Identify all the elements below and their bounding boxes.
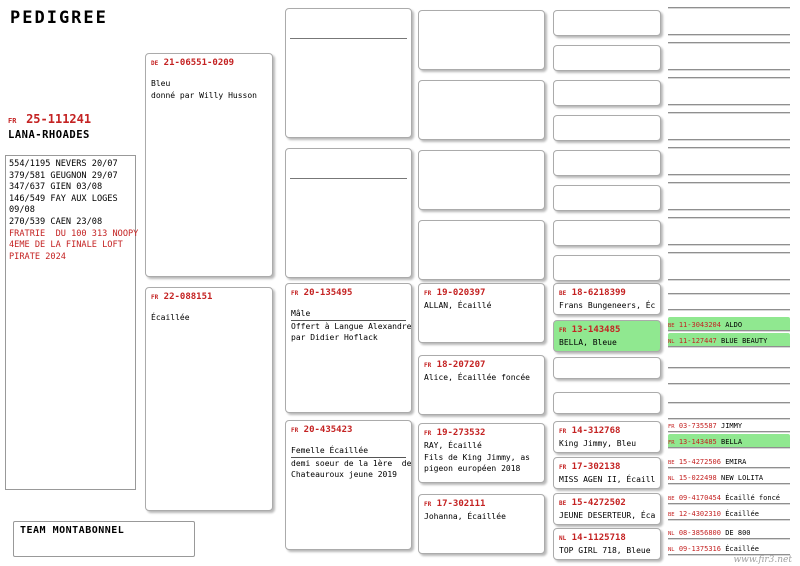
gen5-box-15 bbox=[553, 528, 661, 560]
gen5-box-7 bbox=[553, 255, 661, 281]
gen6-entry-13-sire bbox=[668, 454, 790, 468]
gen6-entry-0-sire bbox=[668, 0, 790, 8]
comment-line: pigeon européen 2018 bbox=[424, 464, 521, 473]
bird-name: DE 800 bbox=[725, 529, 751, 537]
race-results-box bbox=[5, 155, 139, 490]
gen3-box-1 bbox=[285, 148, 412, 278]
gen5-box-11 bbox=[553, 392, 661, 414]
comment-line: Offert à Langue Alexandre bbox=[291, 322, 412, 331]
gen6-entry-12-sire bbox=[668, 418, 790, 432]
name-underline bbox=[290, 38, 407, 39]
gen3-box-2 bbox=[285, 283, 412, 413]
gen6-entry-8-sire bbox=[668, 280, 790, 294]
ring-line bbox=[291, 287, 406, 300]
bird-name: ALDO bbox=[725, 321, 743, 329]
ring-number: 03-735587 bbox=[678, 422, 717, 430]
gen5-box-1 bbox=[553, 45, 661, 71]
country-code: NL bbox=[668, 531, 675, 537]
bird-name: Écaillée bbox=[725, 545, 759, 553]
country-code: FR bbox=[291, 290, 299, 297]
gen4-box-6 bbox=[418, 423, 545, 483]
ring-line bbox=[424, 359, 539, 372]
gen5-box-3 bbox=[553, 115, 661, 141]
bird-name: Alice, Écaillée foncée bbox=[424, 373, 530, 382]
country-code: BE bbox=[559, 500, 567, 507]
ring-line bbox=[151, 291, 267, 304]
ring-number: 13-143485 bbox=[571, 325, 621, 335]
country-code: NL bbox=[668, 339, 675, 345]
ring-number: 14-1125718 bbox=[571, 533, 626, 543]
ring-line bbox=[559, 532, 655, 545]
ring-number: 19-273532 bbox=[436, 428, 486, 438]
gen5-box-13 bbox=[553, 457, 661, 489]
bird-name: Écaillée bbox=[151, 313, 190, 322]
bird-name: Écaillé foncé bbox=[725, 494, 781, 502]
country-code: FR bbox=[291, 427, 299, 434]
subject-country-code: FR bbox=[8, 117, 17, 125]
ring-line bbox=[291, 424, 406, 437]
team-label: TEAM MONTABONNEL bbox=[20, 525, 125, 536]
ring-number: 09-4170454 bbox=[678, 494, 721, 502]
team-box bbox=[13, 521, 195, 557]
ring-number: 15-4272506 bbox=[678, 458, 721, 466]
gen5-box-6 bbox=[553, 220, 661, 246]
bird-name: BLUE BEAUTY bbox=[721, 337, 768, 345]
result-line: 270/539 CAEN 23/08 bbox=[9, 216, 103, 227]
ring-number: 15-022498 bbox=[678, 474, 717, 482]
result-line: 347/637 GIEN 03/08 bbox=[9, 182, 103, 193]
bird-name: RAY, Écaillé bbox=[424, 441, 482, 450]
gen6-entry-8-dam bbox=[668, 296, 790, 310]
name-underline bbox=[290, 178, 407, 179]
gen5-box-10 bbox=[553, 357, 661, 379]
gen6-entry-1-sire bbox=[668, 29, 790, 43]
ring-number: 13-143485 bbox=[678, 438, 717, 446]
bird-name: BELLA, Bleue bbox=[559, 338, 617, 347]
page-title: PEDIGREE bbox=[10, 8, 108, 28]
gen4-box-4 bbox=[418, 283, 545, 343]
ring-number: 17-302138 bbox=[571, 462, 621, 472]
bird-name: MISS AGEN II, Écaill bbox=[559, 475, 656, 484]
result-line-highlight: FRATRIE DU 100 313 NOOPY bbox=[9, 228, 139, 239]
country-code: FR bbox=[424, 290, 432, 297]
result-line: 146/549 FAY AUX LOGES bbox=[9, 193, 118, 204]
ring-number: 19-020397 bbox=[436, 288, 486, 298]
country-code: NL bbox=[559, 535, 567, 542]
gen5-box-5 bbox=[553, 185, 661, 211]
bird-name: Johanna, Écaillée bbox=[424, 512, 506, 521]
country-code: FR bbox=[424, 430, 432, 437]
gen6-entry-15-dam bbox=[668, 541, 790, 555]
comment-line: donné par Willy Husson bbox=[151, 91, 257, 100]
country-code: DE bbox=[151, 60, 159, 67]
country-code: BE bbox=[668, 512, 675, 518]
result-line: 554/1195 NEVERS 20/07 bbox=[9, 159, 118, 169]
country-code: BE bbox=[668, 323, 675, 329]
gen6-entry-6-sire bbox=[668, 204, 790, 218]
bird-comments bbox=[291, 458, 412, 480]
ring-line bbox=[424, 498, 539, 511]
ring-number: 22-088151 bbox=[163, 292, 213, 302]
bird-name: NEW LOLITA bbox=[721, 474, 764, 482]
bird-name: TOP GIRL 718, Bleue bbox=[559, 546, 651, 555]
gen4-box-5 bbox=[418, 355, 545, 415]
gen6-entry-4-sire bbox=[668, 134, 790, 148]
comment-line: demi soeur de la 1ère de bbox=[291, 459, 412, 468]
gen6-entry-15-sire bbox=[668, 525, 790, 539]
gen6-entry-14-sire bbox=[668, 490, 790, 504]
ring-line bbox=[559, 287, 655, 300]
ring-line bbox=[559, 461, 655, 474]
country-code: BE bbox=[668, 496, 675, 502]
gen6-entry-10-sire bbox=[668, 354, 790, 368]
subject-name: LANA-RHOADES bbox=[8, 129, 90, 141]
country-code: NL bbox=[668, 476, 675, 482]
ring-number: 17-302111 bbox=[436, 499, 486, 509]
ring-number: 09-1375316 bbox=[678, 545, 721, 553]
ring-number: 21-06551-0209 bbox=[163, 58, 235, 68]
bird-name: Écaillée bbox=[725, 510, 759, 518]
gen6-entry-9-sire bbox=[668, 317, 790, 331]
gen5-box-14 bbox=[553, 493, 661, 525]
ring-number: 12-4302310 bbox=[678, 510, 721, 518]
gen5-box-8 bbox=[553, 283, 661, 315]
bird-comments bbox=[151, 90, 267, 101]
bird-name: JEUNE DESERTEUR, Éca bbox=[559, 511, 656, 520]
country-code: BE bbox=[559, 290, 567, 297]
gen3-box-0 bbox=[285, 8, 412, 138]
gen4-box-1 bbox=[418, 80, 545, 140]
bird-name: EMIRA bbox=[725, 458, 747, 466]
country-code: FR bbox=[151, 294, 159, 301]
comment-line: Fils de King Jimmy, as bbox=[424, 453, 530, 462]
country-code: FR bbox=[559, 327, 567, 334]
bird-name: Frans Bungeneers, Éc bbox=[559, 301, 656, 310]
gen5-box-9 bbox=[553, 320, 661, 352]
ring-number: 08-3856800 bbox=[678, 529, 721, 537]
gen3-box-3 bbox=[285, 420, 412, 550]
country-code: FR bbox=[668, 440, 675, 446]
subject-ring-line bbox=[8, 108, 91, 127]
ring-line bbox=[559, 324, 655, 337]
gen2-box-1 bbox=[145, 287, 273, 511]
gen6-entry-14-dam bbox=[668, 506, 790, 520]
result-line-highlight: 4EME DE LA FINALE LOFT bbox=[9, 240, 123, 251]
ring-number: 18-207207 bbox=[436, 360, 486, 370]
ring-line bbox=[424, 287, 539, 300]
gen6-entry-10-dam bbox=[668, 370, 790, 384]
ring-number: 11-3043204 bbox=[678, 321, 721, 329]
result-line: 09/08 bbox=[9, 205, 35, 216]
subject-bird bbox=[8, 108, 91, 141]
country-code: FR bbox=[424, 501, 432, 508]
gen6-entry-9-dam bbox=[668, 333, 790, 347]
gen4-box-0 bbox=[418, 10, 545, 70]
ring-line bbox=[559, 497, 655, 510]
ring-line bbox=[151, 57, 267, 70]
gen2-box-0 bbox=[145, 53, 273, 277]
bird-name: BELLA bbox=[721, 438, 743, 446]
ring-line bbox=[424, 427, 539, 440]
gen5-box-4 bbox=[553, 150, 661, 176]
gen6-entry-12-dam bbox=[668, 434, 790, 448]
ring-number: 18-6218399 bbox=[571, 288, 626, 298]
result-line: 379/581 GEUGNON 29/07 bbox=[9, 170, 118, 181]
ring-number: 11-127447 bbox=[678, 337, 717, 345]
gen6-entry-7-sire bbox=[668, 239, 790, 253]
bird-name: Mâle bbox=[291, 308, 406, 321]
comment-line: Chateauroux jeune 2019 bbox=[291, 470, 397, 479]
comment-line: par Didier Hoflack bbox=[291, 333, 378, 342]
country-code: FR bbox=[559, 428, 567, 435]
gen6-entry-3-sire bbox=[668, 99, 790, 113]
gen6-entry-5-sire bbox=[668, 169, 790, 183]
bird-name: JIMMY bbox=[721, 422, 743, 430]
watermark: www.fir3.net bbox=[733, 555, 792, 565]
gen6-entry-11-sire bbox=[668, 389, 790, 403]
ring-number: 20-435423 bbox=[303, 425, 353, 435]
gen4-box-7 bbox=[418, 494, 545, 554]
bird-comments bbox=[291, 321, 412, 343]
gen5-box-12 bbox=[553, 421, 661, 453]
country-code: BE bbox=[668, 460, 675, 466]
country-code: FR bbox=[668, 424, 675, 430]
country-code: NL bbox=[668, 547, 675, 553]
country-code: FR bbox=[559, 464, 567, 471]
bird-name: ALLAN, Écaillé bbox=[424, 301, 492, 310]
gen4-box-3 bbox=[418, 220, 545, 280]
gen5-box-2 bbox=[553, 80, 661, 106]
gen6-entry-13-dam bbox=[668, 470, 790, 484]
ring-number: 15-4272502 bbox=[571, 498, 626, 508]
gen6-entry-2-sire bbox=[668, 64, 790, 78]
bird-name: Femelle Écaillée bbox=[291, 445, 406, 458]
bird-name: King Jimmy, Bleu bbox=[559, 439, 637, 448]
result-line-highlight: PIRATE 2024 bbox=[9, 251, 66, 262]
gen6-entry-7-dam bbox=[668, 266, 790, 280]
bird-name: Bleu bbox=[151, 79, 171, 88]
gen5-box-0 bbox=[553, 10, 661, 36]
ring-line bbox=[559, 425, 655, 438]
bird-comments bbox=[424, 452, 539, 474]
ring-number: 20-135495 bbox=[303, 288, 353, 298]
subject-ring-number: 25-111241 bbox=[26, 112, 92, 126]
ring-number: 14-312768 bbox=[571, 426, 621, 436]
country-code: FR bbox=[424, 362, 432, 369]
gen6-entry-11-dam bbox=[668, 405, 790, 419]
gen4-box-2 bbox=[418, 150, 545, 210]
